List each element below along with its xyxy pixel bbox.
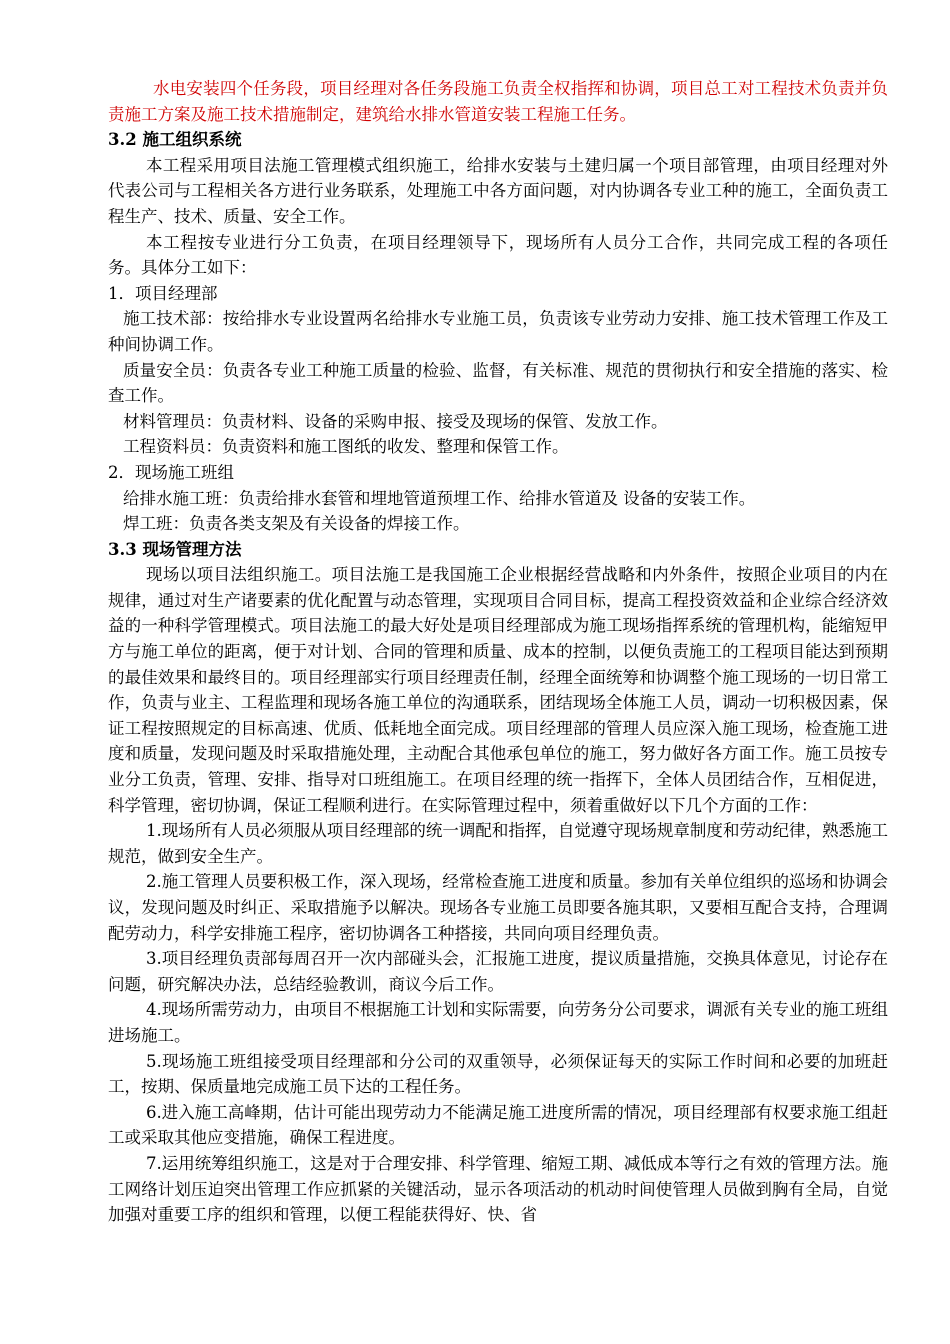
section-3-2-paragraph-2: 本工程按专业进行分工负责，在项目经理领导下，现场所有人员分工合作，共同完成工程的各项任务。具体分工如下： — [108, 232, 888, 278]
numbered-item: 5.现场施工班组接受项目经理部和分公司的双重领导，必须保证每天的实际工作时间和必要的加班赶工，按期、保质量地完成施工员下达的工程任务。 — [108, 1051, 888, 1097]
numbered-item: 7.运用统筹组织施工，这是对于合理安排、科学管理、缩短工期、减低成本等行之有效的管理方法。施工网络计划压迫突出管理工作应抓紧的关键活动，显示各项活动的机动时间使管理人员做到胸有全局，自觉加强对重要工序的组织和管理，以便工程能获得好、快、省 — [108, 1153, 888, 1225]
list-1-title: 1．项目经理部 — [108, 283, 218, 303]
numbered-item: 3.项目经理负责部每周召开一次内部碰头会，汇报施工进度，提议质量措施，交换具体意见，讨论存在问题，研究解决办法，总结经验教训，商议今后工作。 — [108, 949, 888, 994]
list-1-item: 质量安全员：负责各专业工种施工质量的检验、监督，有关标准、规范的贯彻执行和安全措施的落实、检查工作。 — [108, 360, 888, 406]
list-1-item: 工程资料员：负责资料和施工图纸的收发、整理和保管工作。 — [123, 437, 569, 457]
numbered-item: 4.现场所需劳动力，由项目不根据施工计划和实际需要，向劳务分公司要求，调派有关专业的施工班组进场施工。 — [108, 1000, 888, 1045]
section-3-3-paragraph-1: 现场以项目法组织施工。项目法施工是我国施工企业根据经营战略和内外条件，按照企业项目的内在规律，通过对生产诸要素的优化配置与动态管理，实现项目合同目标，提高工程投资效益和企业综合经济效益的一种科学管理模式。项目法施工的最大好处是项目经理部成为施工现场指挥系统的管理机构，能缩短甲方与施工单位的距离，便于对计划、合同的管理和质量、成本的控制，以便负责施工的工程项目能达到预期的最佳效果和最终目的。项目经理部实行项目经理责任制，经理全面统筹和协调整个施工现场的一切日常工作，负责与业主、工程监理和现场各施工单位的沟通联系，团结现场全体施工人员，调动一切积极因素，保证工程按照规定的目标高速、优质、低耗地全面完成。项目经理部的管理人员应深入施工现场，检查施工进度和质量，发现问题及时采取措施处理，主动配合其他承包单位的施工，努力做好各方面工作。施工员按专业分工负责，管理、安排、指导对口班组施工。在项目经理的统一指挥下，全体人员团结合作，互相促进，科学管理，密切协调，保证工程顺利进行。在实际管理过程中，须着重做好以下几个方面的工作： — [108, 565, 888, 815]
list-2-title: 2．现场施工班组 — [108, 462, 234, 482]
document-page — [108, 76, 888, 1228]
list-1-item: 施工技术部：按给排水专业设置两名给排水专业施工员，负责该专业劳动力安排、施工技术管理工作及工种间协调工作。 — [108, 309, 888, 354]
section-3-2-heading: 3.2 施工组织系统 — [108, 130, 242, 150]
list-2-item: 焊工班：负责各类支架及有关设备的焊接工作。 — [123, 514, 470, 534]
intro-paragraph: 水电安装四个任务段，项目经理对各任务段施工负责全权指挥和协调，项目总工对工程技术负责并负责施工方案及施工技术措施制定，建筑给水排水管道安装工程施工任务。 — [108, 79, 888, 124]
list-1-item: 材料管理员：负责材料、设备的采购申报、接受及现场的保管、发放工作。 — [123, 411, 668, 431]
numbered-item: 2.施工管理人员要积极工作，深入现场，经常检查施工进度和质量。参加有关单位组织的巡场和协调会议，发现问题及时纠正、采取措施予以解决。现场各专业施工员即要各施其职，又要相互配合支持，合理调配劳动力，科学安排施工程序，密切协调各工种搭接，共同向项目经理负责。 — [108, 872, 888, 943]
section-3-2-paragraph-1: 本工程采用项目法施工管理模式组织施工，给排水安装与土建归属一个项目部管理，由项目经理对外代表公司与工程相关各方进行业务联系，处理施工中各方面问题，对内协调各专业工种的施工，全面负责工程生产、技术、质量、安全工作。 — [108, 155, 888, 226]
list-2-item: 给排水施工班：负责给排水套管和埋地管道预埋工作、给排水管道及 设备的安装工作。 — [123, 488, 756, 508]
numbered-item: 6.进入施工高峰期，估计可能出现劳动力不能满足施工进度所需的情况，项目经理部有权要求施工组赶工或采取其他应变措施，确保工程进度。 — [108, 1102, 888, 1148]
section-3-3-heading: 3.3 现场管理方法 — [108, 539, 242, 559]
numbered-item: 1.现场所有人员必须服从项目经理部的统一调配和指挥，自觉遵守现场规章制度和劳动纪律，熟悉施工规范，做到安全生产。 — [108, 821, 888, 866]
